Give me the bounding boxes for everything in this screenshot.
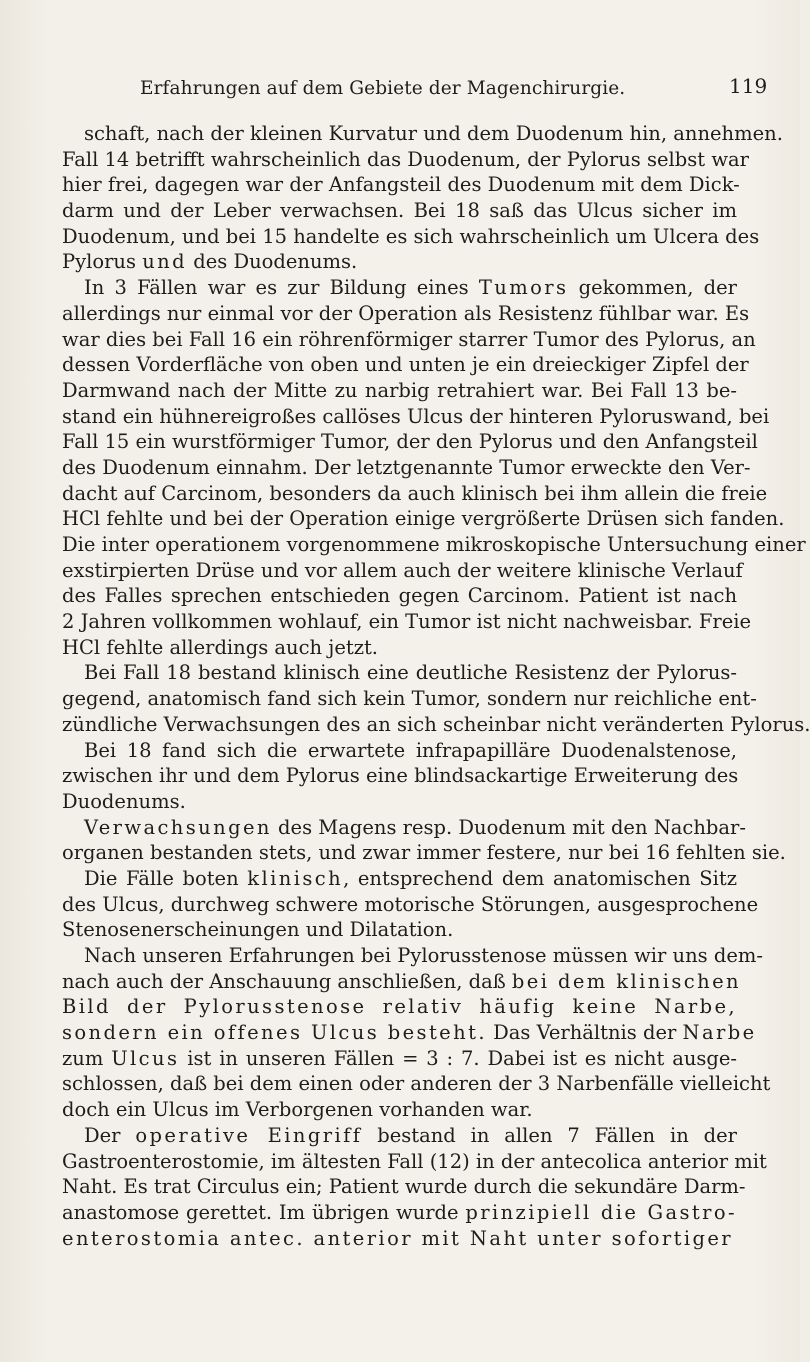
- text-line: war dies bei Fall 16 ein röhrenförmiger starrer Tumor des Pylorus, an: [62, 327, 756, 351]
- spaced-emphasis: enterostomia antec. anterior mit Naht unter sofortiger: [62, 1226, 734, 1250]
- text-line: allerdings nur einmal vor der Operation als Resistenz fühlbar war. Es: [62, 301, 750, 325]
- text-line: des Falles sprechen entschieden gegen Carcinom. Patient ist nach: [62, 584, 737, 608]
- text-line: Verwachsungen des Magens resp. Duodenum mit den Nachbar-: [84, 815, 746, 839]
- text-line: zwischen ihr und dem Pylorus eine blindsackartige Erweiterung des: [62, 764, 739, 788]
- text-line: Naht. Es trat Circulus ein; Patient wurde durch die sekundäre Darm-: [62, 1175, 746, 1199]
- text-line: Gastroenterostomie, im ältesten Fall (12) in der antecolica anterior mit: [62, 1149, 767, 1173]
- text-line: Darmwand nach der Mitte zu narbig retrahiert war. Bei Fall 13 be-: [62, 378, 737, 402]
- body-text: [62, 121, 810, 1251]
- spaced-emphasis: bei dem klinischen: [511, 969, 741, 993]
- text-line: stand ein hühnereigroßes callöses Ulcus der hinteren Pyloruswand, bei: [62, 404, 770, 428]
- text-line: hier frei, dagegen war der Anfangsteil des Duodenum mit dem Dick-: [62, 173, 740, 197]
- spaced-emphasis: prinzipiell die Gastro-: [465, 1200, 737, 1224]
- text-line: Nach unseren Erfahrungen bei Pylorusstenose müssen wir uns dem-: [84, 944, 763, 967]
- text-line: doch ein Ulcus im Verborgenen vorhanden war.: [62, 1098, 533, 1122]
- text-line: [62, 1226, 737, 1252]
- text-line: nach auch der Anschauung anschließen, daß bei dem klinischen: [62, 969, 741, 993]
- text-line: HCl fehlte allerdings auch jetzt.: [62, 635, 379, 659]
- text-line: 2 Jahren vollkommen wohlauf, ein Tumor ist nicht nachweisbar. Freie: [62, 610, 752, 634]
- spaced-emphasis: und: [142, 250, 188, 274]
- text-line: zum Ulcus ist in unseren Fällen = 3 : 7. Dabei ist es nicht ausge-: [62, 1046, 737, 1070]
- spaced-emphasis: Tumors: [478, 276, 569, 300]
- spaced-emphasis: operative Eingriff: [135, 1123, 363, 1147]
- text-line: HCl fehlte und bei der Operation einige vergrößerte Drüsen sich fanden.: [62, 507, 785, 531]
- text-line: schaft, nach der kleinen Kurvatur und dem Duodenum hin, annehmen.: [84, 122, 783, 145]
- text-line: des Ulcus, durchweg schwere motorische Störungen, ausgesprochene: [62, 892, 759, 916]
- running-head: Erfahrungen auf dem Gebiete der Magenchirurgie.: [140, 78, 626, 99]
- text-line: Duodenum, und bei 15 handelte es sich wahrscheinlich um Ulcera des: [62, 224, 760, 248]
- page-number: 119: [729, 74, 768, 98]
- text-line: darm und der Leber verwachsen. Bei 18 saß das Ulcus sicher im: [62, 199, 737, 223]
- text-line: dacht auf Carcinom, besonders da auch klinisch bei ihm allein die freie: [62, 481, 768, 505]
- spaced-emphasis: klinisch: [247, 866, 344, 890]
- text-line: sondern ein offenes Ulcus besteht. Das Verhältnis der Narbe: [62, 1021, 757, 1045]
- text-line: In 3 Fällen war es zur Bildung eines Tumors gekommen, der: [84, 276, 737, 300]
- text-line: dessen Vorderfläche von oben und unten je ein dreieckiger Zipfel der: [62, 353, 749, 377]
- text-line: Die Fälle boten klinisch, entsprechend dem anatomischen Sitz: [84, 866, 737, 890]
- text-line: Pylorus und des Duodenums.: [62, 250, 358, 274]
- text-line: Die inter operationem vorgenommene mikroskopische Untersuchung einer: [62, 533, 806, 556]
- spaced-emphasis: Narbe: [682, 1021, 757, 1045]
- text-line: des Duodenum einnahm. Der letztgenannte Tumor erweckte den Ver-: [62, 455, 751, 479]
- text-line: Bei 18 fand sich die erwartete infrapapilläre Duodenalstenose,: [84, 738, 737, 762]
- spaced-emphasis: sondern ein offenes Ulcus besteht.: [62, 1021, 487, 1045]
- text-line: schlossen, daß bei dem einen oder anderen der 3 Narbenfälle vielleicht: [62, 1072, 771, 1096]
- spaced-emphasis: Bild der Pylorusstenose relativ häufig keine Narbe,: [62, 995, 737, 1019]
- text-line: Fall 15 ein wurstförmiger Tumor, der den Pylorus und den Anfangsteil: [62, 430, 758, 454]
- text-line: Bei Fall 18 bestand klinisch eine deutliche Resistenz der Pylorus-: [84, 661, 737, 685]
- text-line: organen bestanden stets, und zwar immer festere, nur bei 16 fehlten sie.: [62, 841, 786, 865]
- text-line: [62, 994, 737, 1020]
- text-line: Fall 14 betrifft wahrscheinlich das Duodenum, der Pylorus selbst war: [62, 147, 749, 171]
- text-line: Duodenums.: [62, 789, 186, 813]
- text-line: zündliche Verwachsungen des an sich scheinbar nicht veränderten Pylorus.: [62, 712, 810, 736]
- spaced-emphasis: Verwachsungen: [84, 815, 272, 839]
- text-line: Der operative Eingriff bestand in allen 7 Fällen in der: [84, 1123, 737, 1147]
- text-line: exstirpierten Drüse und vor allem auch der weitere klinische Verlauf: [62, 558, 743, 582]
- text-line: Stenosenerscheinungen und Dilatation.: [62, 918, 454, 942]
- spaced-emphasis: Ulcus: [111, 1046, 180, 1070]
- text-line: gegend, anatomisch fand sich kein Tumor, sondern nur reichliche ent-: [62, 687, 757, 711]
- text-line: anastomose gerettet. Im übrigen wurde prinzipiell die Gastro-: [62, 1200, 737, 1224]
